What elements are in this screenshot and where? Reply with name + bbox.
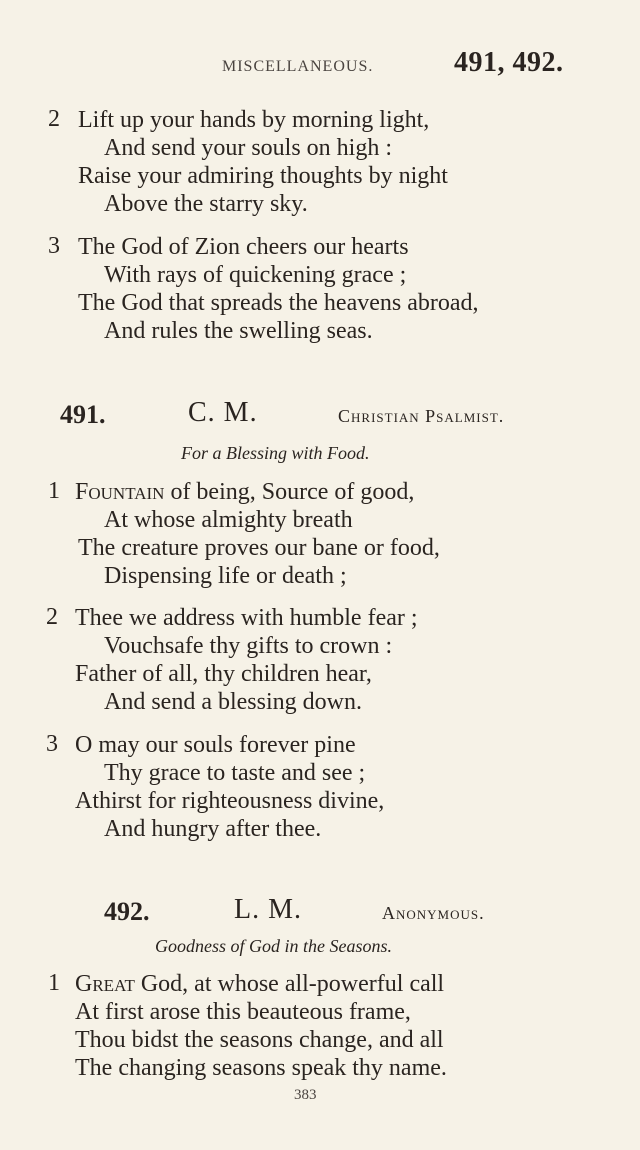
line-rest: God, at whose all-powerful call [134,971,445,997]
verse-line: Lift up your hands by morning light, [78,107,430,133]
verse-line: Father of all, thy children hear, [75,661,372,687]
verse-line: And rules the swelling seas. [104,318,373,344]
verse-number: 2 [48,106,60,132]
page-number: 383 [294,1087,317,1103]
verse-line-first [75,970,444,998]
verse-number: 3 [48,233,60,259]
running-hymn-numbers: 491, 492. [454,47,564,78]
verse-number: 2 [46,604,58,630]
verse-line: And hungry after thee. [104,816,322,842]
hymn-number: 491. [60,400,106,429]
verse-line: Thee we address with humble fear ; [75,605,418,631]
verse-line: The God of Zion cheers our hearts [78,234,409,260]
verse-number: 1 [48,970,60,996]
hymn-meter: C. M. [188,397,258,428]
verse-line: Vouchsafe thy gifts to crown : [104,633,393,659]
running-title: MISCELLANEOUS. [222,58,374,75]
verse-number: 1 [48,478,60,504]
verse-line: Athirst for righteousness divine, [75,788,385,814]
verse-line: At first arose this beauteous frame, [75,999,411,1025]
initial-cap: G [75,971,93,997]
verse-line: The changing seasons speak thy name. [75,1055,447,1081]
verse-line-first [75,478,414,506]
verse-line: The creature proves our bane or food, [78,535,440,561]
hymn-number: 492. [104,897,150,926]
line-rest: of being, Source of good, [164,479,415,505]
verse-line: Thy grace to taste and see ; [104,760,366,786]
hymn-meter: L. M. [234,894,302,925]
hymn-author: Christian Psalmist. [338,406,505,426]
verse-line: At whose almighty breath [104,507,353,533]
hymn-author: Anonymous. [382,903,485,923]
hymn-subtitle: For a Blessing with Food. [181,443,370,463]
verse-line: O may our souls forever pine [75,732,356,758]
small-caps-word: ountain [88,479,165,505]
verse-line: And send your souls on high : [104,135,392,161]
verse-line: Raise your admiring thoughts by night [78,163,448,189]
verse-number: 3 [46,731,58,757]
verse-line: Dispensing life or death ; [104,563,347,589]
hymn-subtitle: Goodness of God in the Seasons. [155,936,392,956]
verse-line: And send a blessing down. [104,689,362,715]
verse-line: Above the starry sky. [104,191,308,217]
verse-line: Thou bidst the seasons change, and all [75,1027,444,1053]
verse-line: With rays of quickening grace ; [104,262,407,288]
verse-line: The God that spreads the heavens abroad, [78,290,479,316]
small-caps-word: reat [92,971,135,997]
initial-cap: F [75,479,89,505]
